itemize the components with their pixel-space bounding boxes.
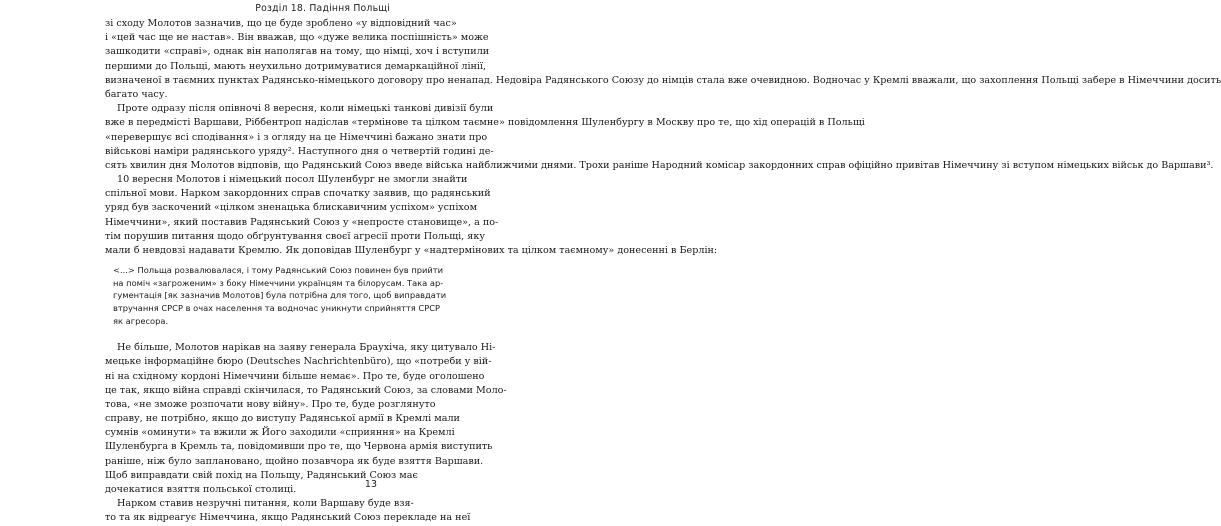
- text-line: уряд був заскочений «цілком зненацька блискавичним успіхом» успіхом: [105, 202, 478, 214]
- text-line: сумнів «оминути» та вжили ж Його заходили «сприяння» на Кремлі: [105, 427, 455, 439]
- text-line: раніше, ніж було заплановано, щойно позавчора як буде взяття Варшави.: [105, 455, 484, 467]
- text-line: Щоб виправдати свій похід на Польщу, Радянський Союз має: [105, 469, 418, 481]
- body-text: [105, 17, 1221, 526]
- text-line: Німеччини», який поставив Радянський Союз у «непросте становище», а по-: [105, 216, 499, 228]
- quote-line: втручання СРСР в очах населення та водночас уникнути сприйняття СРСР: [113, 302, 441, 313]
- running-header: Розділ 18. Падіння Польщі: [255, 3, 390, 14]
- text-line: дочекатися взяття польської столиці.: [105, 484, 297, 496]
- text-line: «перевершує всі сподівання» і з огляду на це Німеччині бажано знати про: [105, 131, 488, 143]
- text-line: то та як відреагує Німеччина, якщо Радянський Союз перекладе на неї: [105, 512, 471, 524]
- text-line: Проте одразу після опівночі 8 вересня, коли німецькі танкові дивізії були: [117, 103, 494, 115]
- text-line: Не більше, Молотов нарікав на заяву генерала Браухіча, яку цитувало Ні-: [117, 342, 496, 354]
- text-line: і «цей час ще не настав». Він вважав, що «дуже велика поспішність» може: [105, 32, 489, 44]
- text-line: першими до Польщі, мають неухильно дотримуватися демаркаційної лінії,: [105, 60, 487, 72]
- text-line: військові наміри радянського уряду². Наступного дня о четвертій годині де-: [105, 145, 494, 157]
- quote-line: на поміч «загроженим» з боку Німеччини українцям та білорусам. Така ар-: [113, 277, 444, 288]
- page-number: 13: [364, 479, 377, 490]
- text-line: вже в передмісті Варшави, Ріббентроп надіслав «термінове та цілком таємне» повідомлення Шуленбургу в Москву про те, що хід операцій в Польщі: [105, 117, 865, 129]
- text-line: мецьке інформаційне бюро (Deutsches Nachrichtenbüro), що «потреби у вій-: [105, 356, 492, 368]
- text-line: визначеної в таємних пунктах Радянсько-німецького договору про ненапад. Недовіра Радянського Союзу до німців стала вже очевидною. Водночас у Кремлі вважали, що захоплення Польщі заберe в Німеччини досить: [105, 74, 1221, 86]
- quote-line: <...> Польща розвалювалася, і тому Радянський Союз повинен був прийти: [113, 265, 444, 276]
- paragraph-block-2: [105, 102, 1214, 258]
- text-line: това, «не зможе розпочати нову війну». Про те, буде розглянуто: [105, 398, 436, 410]
- text-line: сять хвилин дня Молотов відповів, що Радянський Союз введе війська найближчими днями. Трохи раніше Народний комісар закордонних справ офіційно привітав Німеччину зі вступом німецьких військ до Варшави³.: [105, 159, 1214, 171]
- text-line: зашкодити «справі», однак він наполягав на тому, що німці, хоч і вступили: [105, 46, 490, 58]
- paragraph-block-1: [105, 17, 1221, 102]
- block-quote: [113, 264, 447, 327]
- text-line: Шуленбурга в Кремль та, повідомивши про те, що Червона армія виступить: [105, 441, 493, 453]
- paragraph-block-3: [105, 341, 507, 525]
- quote-line: як агресора.: [113, 315, 169, 326]
- text-line: тім порушив питання щодо обґрунтування своєї агресії проти Польщі, яку: [105, 230, 485, 242]
- text-line: 10 вересня Молотов і німецький посол Шуленбург не змогли знайти: [117, 174, 468, 186]
- text-line: зі сходу Молотов зазначив, що це буде зроблено «у відповідний час»: [105, 18, 457, 29]
- text-line: це так, якщо війна справді скінчилася, то Радянський Союз, за словами Моло-: [105, 384, 507, 396]
- quote-line: гументація [як зазначив Молотов] була потрібна для того, щоб виправдати: [113, 290, 447, 301]
- text-line: спільної мови. Нарком закордонних справ спочатку заявив, що радянський: [105, 188, 491, 200]
- text-line: Нарком ставив незручні питання, коли Варшаву буде взя-: [117, 498, 414, 510]
- text-line: справу, не потрібно, якщо до виступу Радянської армії в Кремлі мали: [105, 413, 460, 425]
- spacer: [105, 327, 398, 341]
- text-line: мали б невдовзі надавати Кремлю. Як доповідав Шуленбург у «надтермінових та цілком таємному» донесенні в Берлін:: [105, 245, 718, 256]
- text-line: ні на східному кордоні Німеччини більше немає». Про те, буде оголошено: [105, 370, 485, 382]
- text-line: багато часу.: [105, 88, 168, 100]
